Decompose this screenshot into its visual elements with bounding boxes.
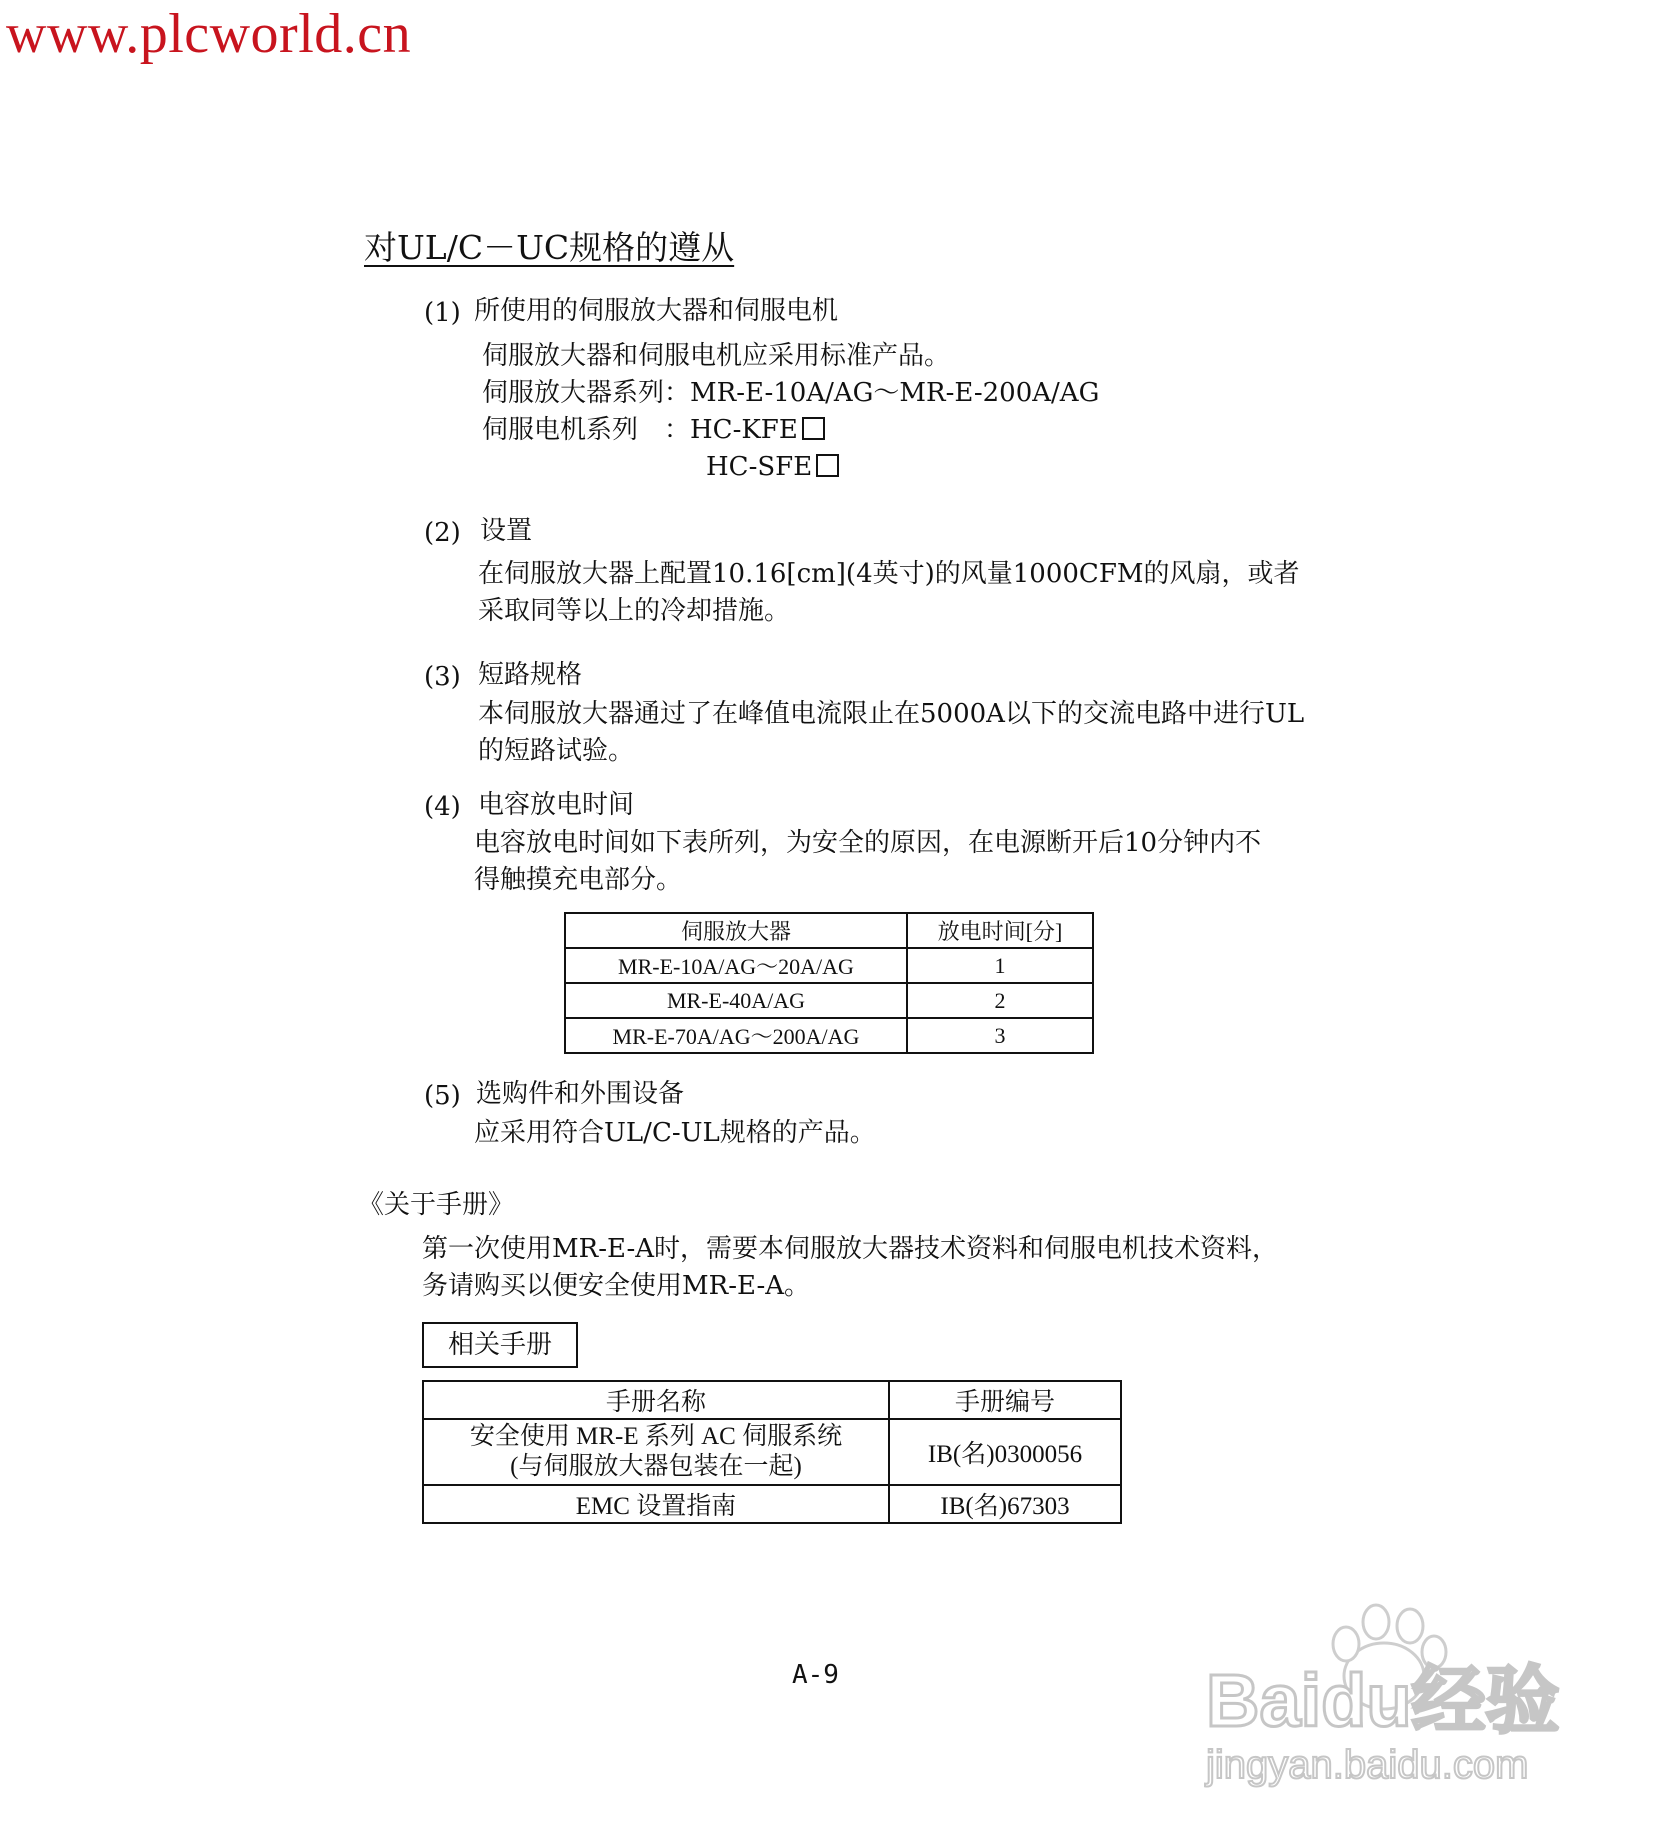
section-5-number: (5) xyxy=(424,1081,461,1111)
manual-name: 安全使用 MR-E 系列 AC 伺服系统 xyxy=(469,1423,843,1450)
table-cell: 3 xyxy=(907,1018,1093,1053)
table-cell: 2 xyxy=(907,983,1093,1018)
section-2-line-2: 采取同等以上的冷却措施。 xyxy=(478,596,791,626)
baidu-watermark-logo xyxy=(1198,1600,1618,1800)
section-4-heading: 电容放电时间 xyxy=(478,790,635,820)
section-2-heading: 设置 xyxy=(480,516,533,546)
manual-line-1: 第一次使用MR-E-A时，需要本伺服放大器技术资料和伺服电机技术资料， xyxy=(422,1234,1279,1264)
column-header: 手册编号 xyxy=(889,1381,1121,1419)
section-3-line-1: 本伺服放大器通过了在峰值电流限止在5000A以下的交流电路中进行UL xyxy=(478,699,1305,729)
section-1-line-3 xyxy=(482,412,825,449)
table-cell: IB(名)0300056 xyxy=(889,1419,1121,1485)
manual-name-note: (与伺服放大器包装在一起) xyxy=(510,1453,802,1480)
section-1-line-4 xyxy=(706,449,839,486)
manual-heading: 《关于手册》 xyxy=(358,1190,515,1220)
column-header: 手册名称 xyxy=(423,1381,889,1419)
motor-series-1: 伺服电机系列 ：HC-KFE xyxy=(482,415,798,445)
section-1-heading: 所使用的伺服放大器和伺服电机 xyxy=(474,296,839,326)
motor-series-2: HC-SFE xyxy=(706,452,813,482)
section-4-number: (4) xyxy=(424,792,461,822)
section-5-line-1: 应采用符合UL/C-UL规格的产品。 xyxy=(474,1118,876,1148)
table-cell: MR-E-70A/AG～200A/AG xyxy=(565,1018,907,1053)
page-title: 对UL/C－UC规格的遵从 xyxy=(364,228,735,267)
section-1-line-1: 伺服放大器和伺服电机应采用标准产品。 xyxy=(482,341,951,371)
baidu-url-text: jingyan.baidu.com xyxy=(1206,1743,1529,1787)
table-row xyxy=(565,983,1093,1018)
table-cell xyxy=(423,1419,889,1485)
baidu-brand-text: Baidu经验 xyxy=(1206,1659,1560,1742)
section-1-number: (1) xyxy=(424,298,461,328)
manual-line-2: 务请购买以便安全使用MR-E-A。 xyxy=(422,1271,811,1301)
section-4-line-1: 电容放电时间如下表所列，为安全的原因，在电源断开后10分钟内不 xyxy=(474,828,1262,858)
table-row xyxy=(423,1419,1121,1485)
section-3-line-2: 的短路试验。 xyxy=(478,736,635,766)
table-header-row xyxy=(565,913,1093,948)
column-header: 伺服放大器 xyxy=(565,913,907,948)
section-5-heading: 选购件和外围设备 xyxy=(476,1079,685,1109)
section-3-heading: 短路规格 xyxy=(478,660,583,690)
table-cell: IB(名)67303 xyxy=(889,1485,1121,1523)
table-cell: MR-E-10A/AG～20A/AG xyxy=(565,948,907,983)
placeholder-square-icon xyxy=(802,417,825,440)
page-number: A-9 xyxy=(792,1660,839,1690)
section-2-line-1: 在伺服放大器上配置10.16[cm](4英寸)的风量1000CFM的风扇，或者 xyxy=(478,559,1300,589)
section-4-line-2: 得触摸充电部分。 xyxy=(474,865,683,895)
table-cell: EMC 设置指南 xyxy=(423,1485,889,1523)
section-1-line-2: 伺服放大器系列：MR-E-10A/AG～MR-E-200A/AG xyxy=(482,378,1100,408)
table-row xyxy=(423,1485,1121,1523)
column-header: 放电时间[分] xyxy=(907,913,1093,948)
discharge-time-table xyxy=(564,912,1094,1054)
related-manuals-table xyxy=(422,1380,1122,1524)
table-cell: MR-E-40A/AG xyxy=(565,983,907,1018)
section-3-number: (3) xyxy=(424,662,461,692)
placeholder-square-icon xyxy=(816,454,839,477)
related-manuals-label: 相关手册 xyxy=(422,1322,578,1368)
table-header-row xyxy=(423,1381,1121,1419)
table-cell: 1 xyxy=(907,948,1093,983)
table-row xyxy=(565,1018,1093,1053)
section-2-number: (2) xyxy=(424,518,461,548)
table-row xyxy=(565,948,1093,983)
watermark-url: www.plcworld.cn xyxy=(6,3,412,65)
